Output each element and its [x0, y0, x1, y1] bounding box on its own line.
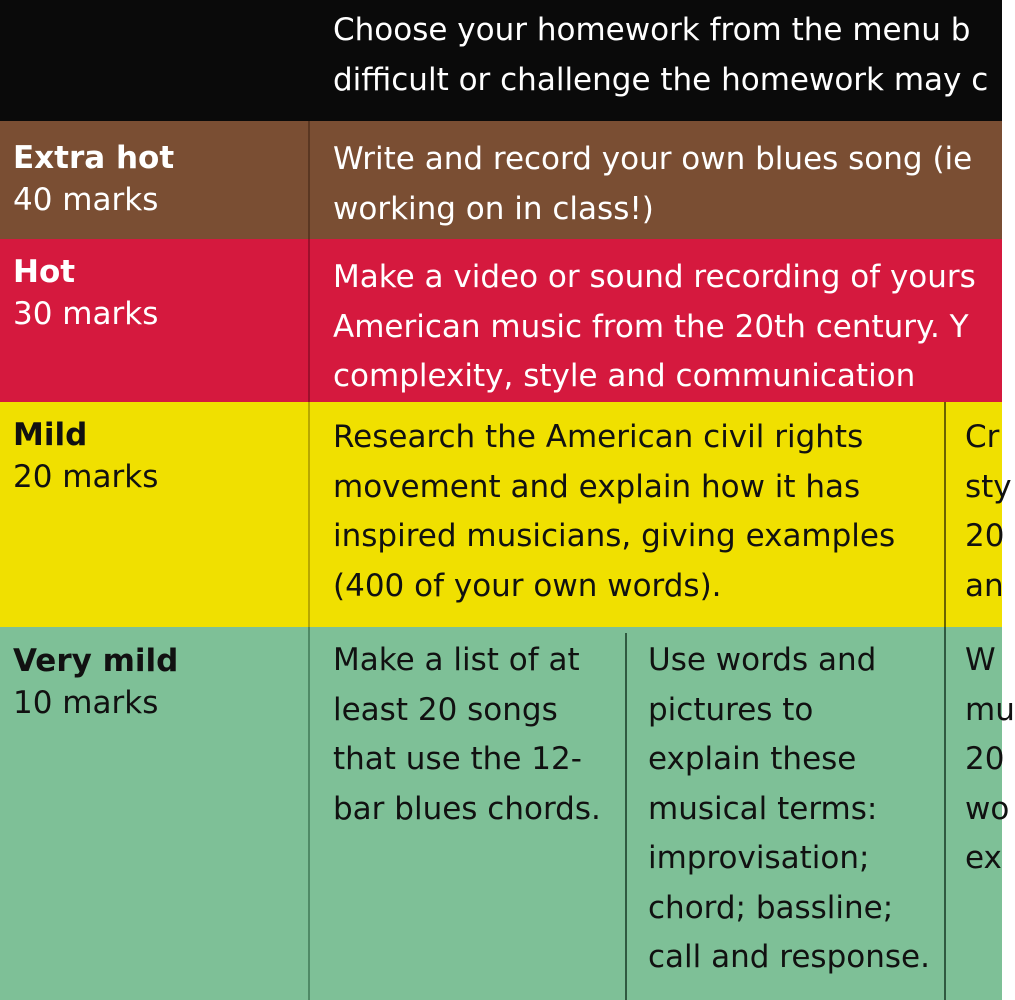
task-text: Write and record your own blues song (ie working on in class!)	[333, 141, 973, 227]
level-label-cell	[0, 402, 308, 627]
level-marks: 20 marks	[13, 459, 159, 495]
level-name: Very mild	[13, 643, 179, 679]
column-divider	[308, 121, 310, 239]
task-text: W mu 20 wo ex	[965, 642, 1015, 876]
level-marks: 10 marks	[13, 685, 159, 721]
task-text: Make a list of at least 20 songs that use the 12- bar blues chords.	[333, 642, 601, 827]
level-name: Extra hot	[13, 140, 175, 176]
task-text: Make a video or sound recording of yours American music from the 20th century. Y complexity, style and communication	[333, 259, 976, 394]
level-name: Mild	[13, 417, 88, 453]
column-divider	[308, 239, 310, 402]
level-name: Hot	[13, 254, 76, 290]
level-marks: 30 marks	[13, 296, 159, 332]
level-label-cell	[0, 627, 308, 1000]
level-label-cell	[0, 239, 308, 402]
level-row-very-mild	[0, 627, 1015, 1000]
level-label-cell	[0, 121, 308, 239]
menu-header	[0, 0, 1002, 121]
level-row-mild	[0, 402, 1012, 627]
column-divider	[308, 402, 310, 627]
column-divider	[944, 402, 946, 627]
column-divider	[944, 627, 946, 1000]
level-row-extra-hot	[0, 121, 1002, 239]
task-text: Research the American civil rights movement and explain how it has inspired musicians, giving examples (400 of your own words).	[333, 419, 896, 604]
column-divider	[308, 627, 310, 1000]
header-instructions: Choose your homework from the menu b difficult or challenge the homework may c	[333, 12, 989, 98]
task-text: Use words and pictures to explain these musical terms: improvisation; chord; bassline; call and response.	[648, 642, 930, 975]
task-text: Cr sty 20 an	[965, 419, 1012, 604]
level-row-hot	[0, 239, 1002, 402]
column-divider	[625, 633, 627, 1000]
level-marks: 40 marks	[13, 182, 159, 218]
